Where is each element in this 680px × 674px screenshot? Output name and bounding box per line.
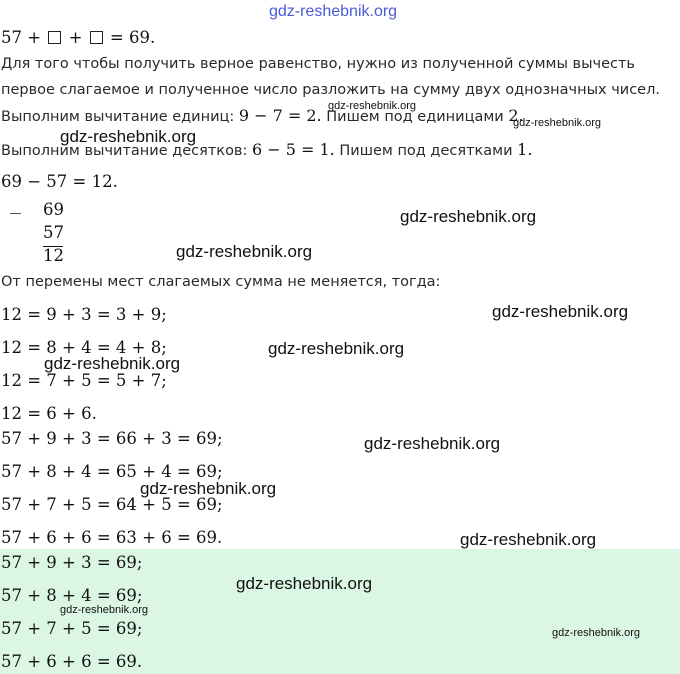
paragraph-line-3: [1, 106, 524, 125]
empty-box-2: [90, 31, 103, 44]
equation-right: = 69.: [109, 28, 156, 47]
tens-digit: 1.: [517, 140, 533, 159]
units-tail: Пишем под единицами: [326, 109, 504, 125]
commutative-note: От перемены мест слагаемых сумма не меняется, тогда:: [1, 274, 441, 290]
empty-box-1: [48, 31, 61, 44]
answer-4: 57 + 6 + 6 = 69.: [1, 652, 143, 671]
watermark: gdz-reshebnik.org: [513, 117, 602, 129]
answer-3: 57 + 7 + 5 = 69;: [1, 619, 143, 638]
answer-1: 57 + 9 + 3 = 69;: [1, 553, 143, 572]
top-watermark: gdz-reshebnik.org: [269, 3, 398, 20]
watermark: gdz-reshebnik.org: [176, 242, 313, 261]
decomposition-2: 12 = 8 + 4 = 4 + 8;: [1, 338, 167, 357]
column-subtrahend: 57: [43, 223, 64, 242]
units-label: Выполним вычитание единиц:: [1, 109, 235, 125]
watermark: gdz-reshebnik.org: [60, 127, 197, 146]
tens-equation: 6 − 5 = 1.: [251, 140, 335, 159]
column-result: 12: [43, 246, 64, 265]
watermark: gdz-reshebnik.org: [328, 100, 417, 112]
units-digit: 2.: [508, 106, 524, 125]
equation-left: 57 +: [1, 28, 42, 47]
sum-1: 57 + 9 + 3 = 66 + 3 = 69;: [1, 429, 223, 448]
decomposition-3: 12 = 7 + 5 = 5 + 7;: [1, 371, 167, 390]
paragraph-line-1: Для того чтобы получить верное равенство, нужно из полученной суммы вычесть: [1, 56, 635, 72]
watermark: gdz-reshebnik.org: [44, 354, 181, 373]
column-minuend: 69: [43, 200, 64, 219]
watermark: gdz-reshebnik.org: [140, 479, 277, 498]
decomposition-4: 12 = 6 + 6.: [1, 404, 97, 423]
watermark: gdz-reshebnik.org: [552, 627, 641, 639]
column-minus-sign: [10, 213, 21, 214]
watermark: gdz-reshebnik.org: [236, 574, 373, 593]
header-equation: [1, 28, 155, 47]
paragraph-line-2: первое слагаемое и полученное число разложить на сумму двух однозначных чисел.: [1, 82, 660, 98]
watermark: gdz-reshebnik.org: [460, 530, 597, 549]
watermark: gdz-reshebnik.org: [60, 604, 149, 616]
watermark: gdz-reshebnik.org: [400, 207, 537, 226]
watermark: gdz-reshebnik.org: [268, 339, 405, 358]
decomposition-1: 12 = 9 + 3 = 3 + 9;: [1, 305, 167, 324]
units-equation: 9 − 7 = 2.: [238, 106, 322, 125]
tens-label: Выполним вычитание десятков:: [1, 143, 248, 159]
sum-4: 57 + 6 + 6 = 63 + 6 = 69.: [1, 528, 223, 547]
answer-2: 57 + 8 + 4 = 69;: [1, 586, 143, 605]
equation-middle: +: [68, 28, 83, 47]
sum-3: 57 + 7 + 5 = 64 + 5 = 69;: [1, 495, 223, 514]
tens-tail: Пишем под десятками: [339, 143, 513, 159]
watermark: gdz-reshebnik.org: [364, 434, 501, 453]
sum-2: 57 + 8 + 4 = 65 + 4 = 69;: [1, 462, 223, 481]
subtraction-result: 69 − 57 = 12.: [1, 172, 118, 191]
watermark: gdz-reshebnik.org: [492, 302, 629, 321]
